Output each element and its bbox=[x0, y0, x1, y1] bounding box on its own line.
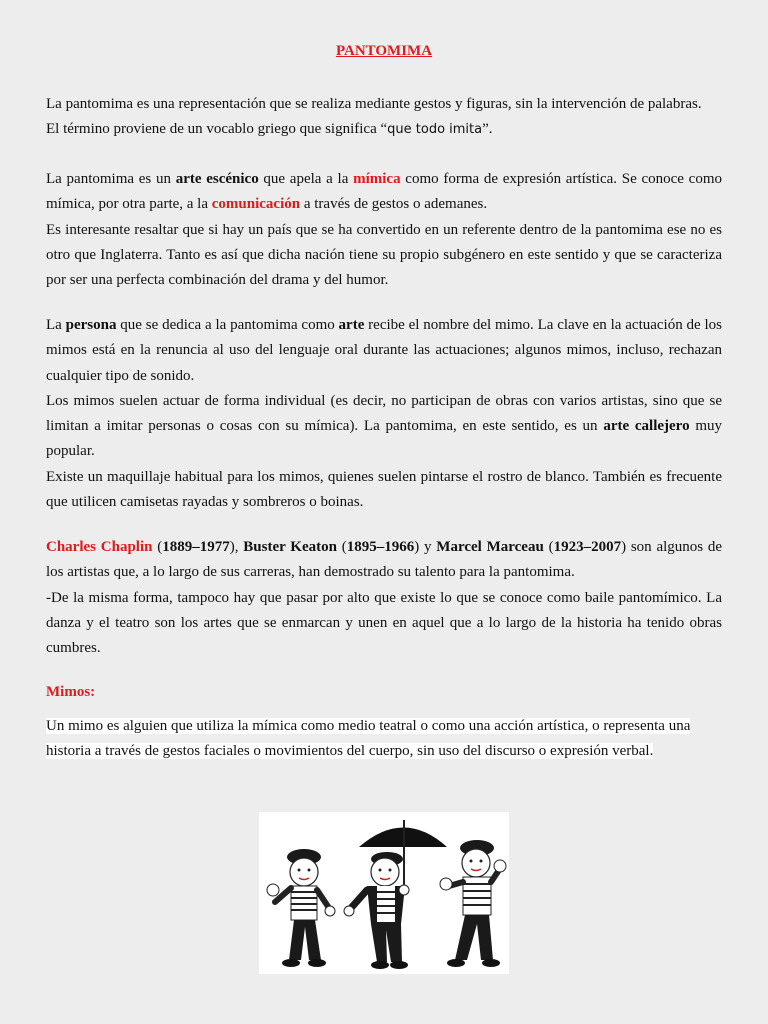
name-marcel-marceau: Marcel Marceau bbox=[436, 539, 544, 555]
paragraph-arte-escenico bbox=[46, 167, 722, 293]
left-mime bbox=[267, 849, 335, 967]
term-arte-escenico: arte escénico bbox=[175, 171, 259, 187]
three-mimes-illustration-icon bbox=[259, 812, 509, 974]
name-buster-keaton: Buster Keaton bbox=[243, 539, 337, 555]
mimos-line-1: Un mimo es alguien que utiliza la mímica como medio teatral o como una acción artística, o representa una bbox=[46, 718, 691, 734]
term-mimica: mímica bbox=[353, 171, 401, 187]
mimos-line-2: historia a través de gestos faciales o movimientos del cuerpo, sin uso del discurso o expresión verbal. bbox=[46, 743, 654, 760]
sentence-individual: Los mimos suelen actuar de forma individual (es decir, no participan de obras con varios artistas, sino que se limitan a imitar personas o cosas con su mímica). La pantomima, en este sentido, es un arte callejero muy popular. bbox=[46, 392, 722, 460]
sentence-inglaterra: Es interesante resaltar que si hay un país que se ha convertido en un referente dentro de la pantomima ese no es otro que Inglaterra. Tanto es así que dicha nación tiene su propio subgénero en este sentido y que se caracteriza por ser una perfecta combinación del drama y del humor. bbox=[46, 221, 722, 289]
sentence-baile: -De la misma forma, tampoco hay que pasar por alto que existe lo que se conoce como baile pantomímico. La danza y el teatro son los artes que se enmarcan y unen en aquel que a lo largo de la historia ha tenido obras cumbres. bbox=[46, 589, 722, 657]
intro-line-1: La pantomima es una representación que se realiza mediante gestos y figuras, sin la intervención de palabras. bbox=[46, 96, 702, 112]
mimes-illustration bbox=[259, 812, 509, 974]
intro-line-2: El término proviene de un vocablo griego que significa “que todo imita”. bbox=[46, 121, 493, 138]
mimos-heading: Mimos: bbox=[46, 684, 96, 700]
paragraph-persona bbox=[46, 313, 722, 515]
mimos-paragraph bbox=[46, 714, 722, 765]
quoted-term: que todo imita bbox=[387, 122, 483, 138]
page-title: PANTOMIMA bbox=[335, 43, 433, 59]
sentence-artistas: Charles Chaplin (1889–1977), Buster Keaton (1895–1966) y Marcel Marceau (1923–2007) son algunos de los artistas que, a lo largo de sus carreras, han demostrado su talento para la pantomima. bbox=[46, 539, 723, 581]
name-charles-chaplin: Charles Chaplin bbox=[46, 539, 153, 555]
term-comunicacion: comunicación bbox=[211, 196, 301, 213]
term-arte-callejero: arte callejero bbox=[603, 418, 690, 435]
intro-paragraph bbox=[46, 92, 722, 143]
sentence-persona: La persona que se dedica a la pantomima como arte recibe el nombre del mimo. La clave en la actuación de los mimos está en la renuncia al uso del lenguaje oral durante las actuaciones; algunos mimos, incluso, rechazan cualquier tipo de sonido. bbox=[46, 317, 722, 384]
sentence-maquillaje: Existe un maquillaje habitual para los mimos, quienes suelen pintarse el rostro de blanco. También es frecuente que utilicen camisetas rayadas y sombreros o boinas. bbox=[46, 468, 722, 511]
middle-mime-with-umbrella bbox=[344, 820, 447, 969]
term-arte: arte bbox=[338, 317, 365, 333]
sentence-mimica: La pantomima es un arte escénico que apela a la mímica como forma de expresión artística. Se conoce como mímica, por otra parte, a la comunicación a través de gestos o ademanes. bbox=[46, 171, 722, 213]
paragraph-artistas bbox=[46, 535, 722, 661]
term-persona: persona bbox=[65, 317, 117, 333]
right-mime bbox=[440, 840, 506, 967]
